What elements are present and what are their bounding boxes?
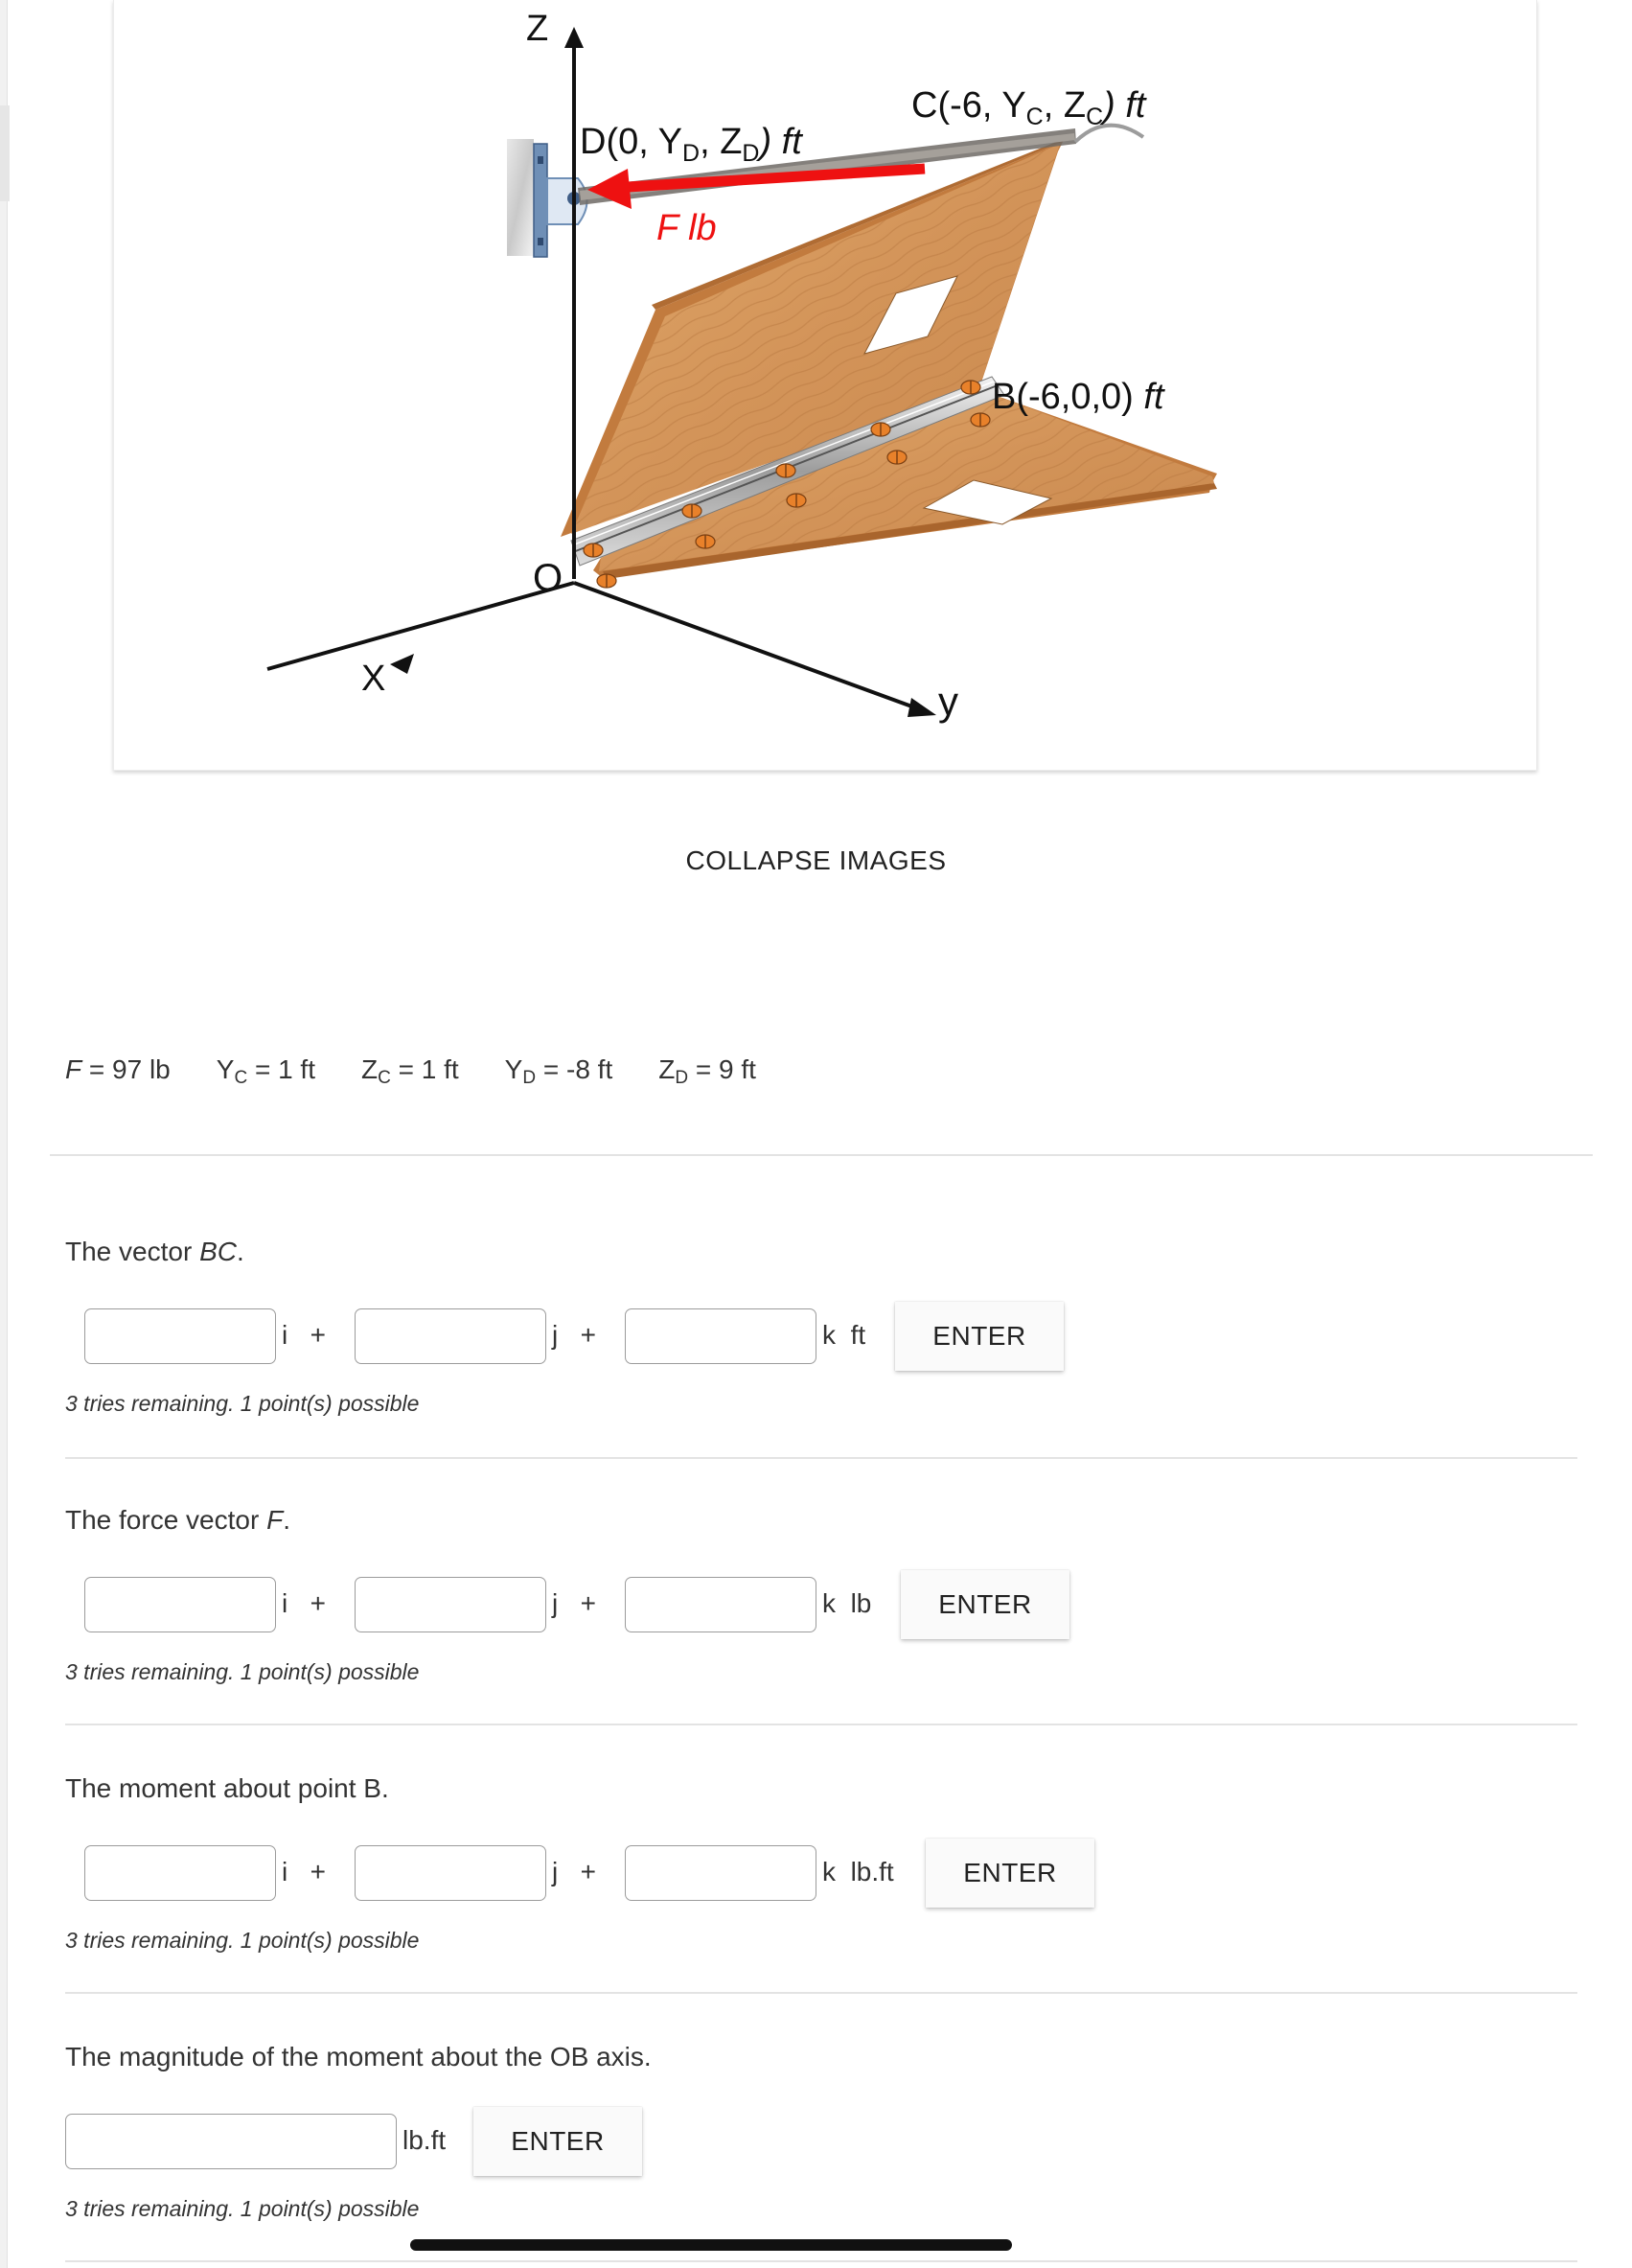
mb-j-input[interactable] [355,1845,546,1901]
z-axis-arrowhead [564,27,584,48]
j-label: j + [552,1588,596,1618]
problem-figure [113,0,1537,771]
question-moment-b: The moment about point B. [65,1773,389,1803]
unit-label: lb.ft [402,2125,447,2155]
enter-button-moment-ob[interactable]: ENTER [473,2107,642,2176]
divider [65,2260,1577,2262]
x-axis-arrowhead [390,654,414,674]
tries-remaining: 3 tries remaining. 1 point(s) possible [65,1928,420,1953]
given-values [65,1054,802,1093]
z-axis-label: Z [526,9,549,49]
divider [65,1457,1577,1459]
f-k-input[interactable] [625,1577,816,1632]
mb-i-input[interactable] [84,1845,276,1901]
k-unit-label: k ft [822,1320,866,1350]
enter-button-force-vector[interactable]: ENTER [901,1570,1069,1639]
origin-label: O [533,557,563,599]
point-d-label: D(0, $Y_D$, $Z_D$) ft [580,122,802,167]
given-zc: $Z_C = 1$ ft [361,1054,459,1088]
i-label: i + [282,1857,326,1886]
bc-k-input[interactable] [625,1308,816,1364]
left-edge-tab[interactable] [0,105,10,201]
left-edge-panel [0,0,8,2268]
x-axis-label: X [361,659,386,699]
bc-i-input[interactable] [84,1308,276,1364]
given-zd: $Z_D = 9$ ft [658,1054,756,1088]
question-force-vector: The force vector F. [65,1505,290,1535]
given-yc: $Y_C = 1$ ft [216,1054,315,1088]
tries-remaining: 3 tries remaining. 1 point(s) possible [65,1659,420,1684]
y-axis-arrowhead [908,698,936,717]
divider [65,1724,1577,1725]
given-yd: $Y_D = -8$ ft [504,1054,613,1088]
question-vector-bc: The vector BC. [65,1237,244,1266]
tries-remaining: 3 tries remaining. 1 point(s) possible [65,1391,420,1416]
enter-button-vector-bc[interactable]: ENTER [895,1302,1064,1371]
tries-remaining: 3 tries remaining. 1 point(s) possible [65,2196,420,2221]
force-label: F lb [656,208,717,248]
question-moment-ob-axis: The magnitude of the moment about the OB axis. [65,2042,652,2071]
i-label: i + [282,1320,326,1350]
home-indicator[interactable] [410,2239,1012,2251]
k-unit-label: k lb.ft [822,1857,894,1886]
divider [50,1154,1593,1156]
f-j-input[interactable] [355,1577,546,1632]
j-label: j + [552,1857,596,1886]
f-i-input[interactable] [84,1577,276,1632]
i-label: i + [282,1588,326,1618]
collapse-images-button[interactable]: COLLAPSE IMAGES [685,845,947,875]
enter-button-moment-b[interactable]: ENTER [926,1839,1094,1908]
y-axis-label: y [938,679,958,724]
given-f: F = 97 lb [65,1054,171,1084]
point-b-label: B(-6,0,0) ft [992,377,1164,417]
divider [65,1992,1577,1994]
hinged-panel-diagram [114,0,1538,771]
point-c-label: C(-6, $Y_C$, $Z_C$) ft [911,85,1146,130]
j-label: j + [552,1320,596,1350]
force-arrow [587,169,925,209]
bc-j-input[interactable] [355,1308,546,1364]
mob-magnitude-input[interactable] [65,2114,397,2169]
mb-k-input[interactable] [625,1845,816,1901]
k-unit-label: k lb [822,1588,872,1618]
